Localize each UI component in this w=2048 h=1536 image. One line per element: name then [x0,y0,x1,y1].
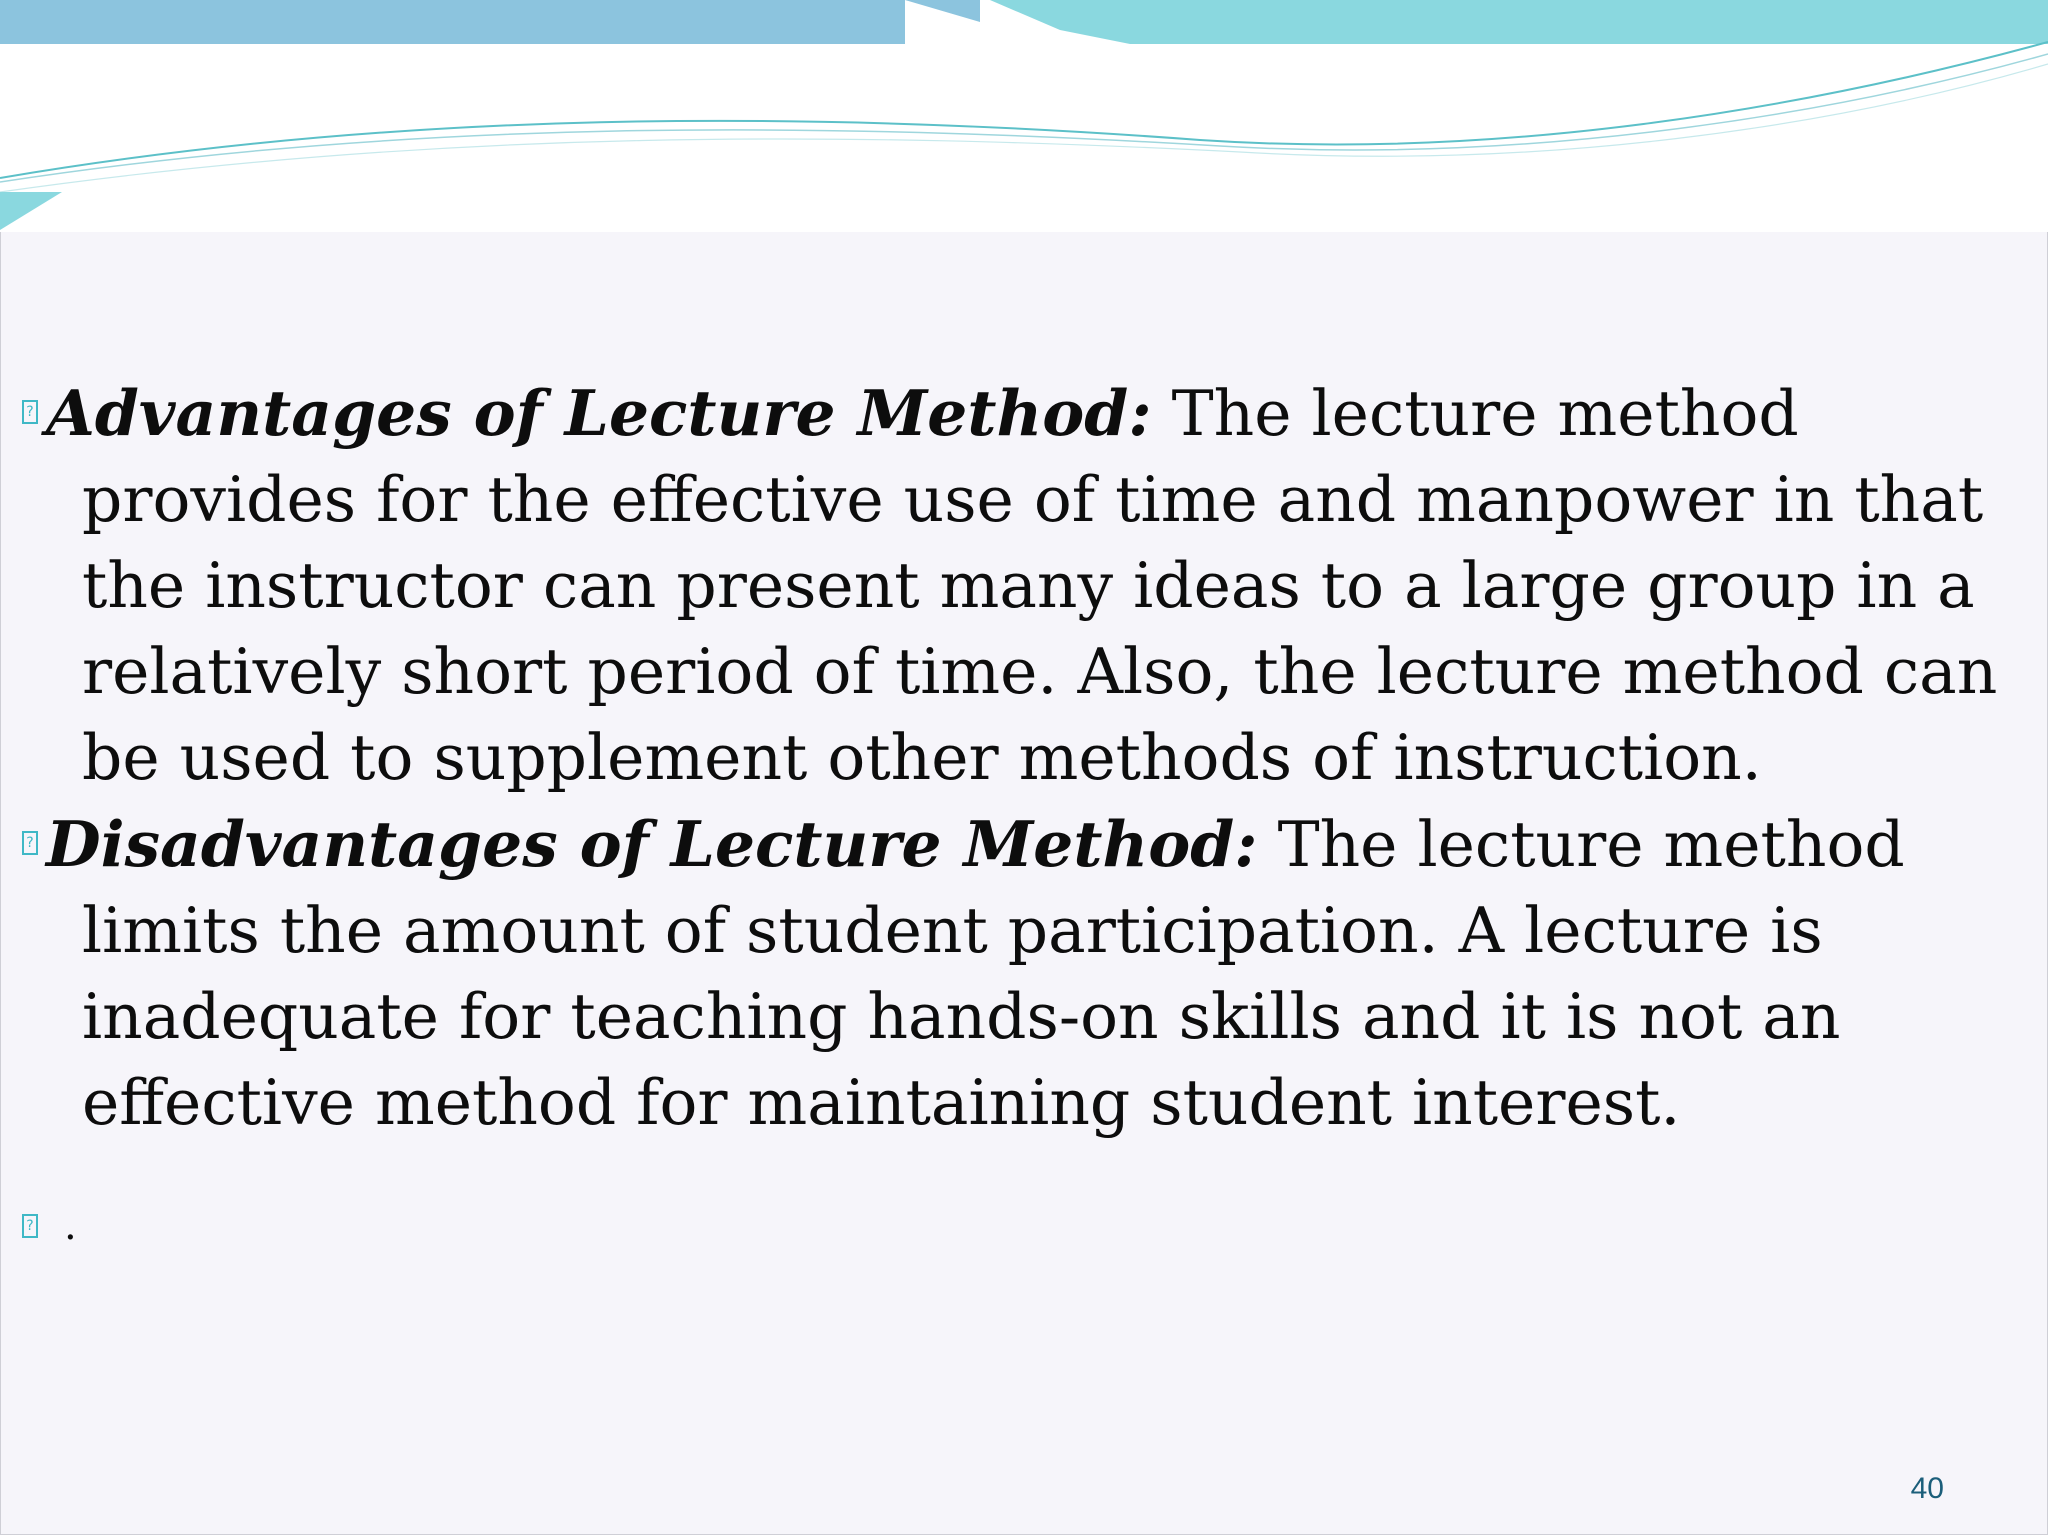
missing-glyph-box-icon: ? [22,1214,38,1238]
header-band-left [0,0,980,44]
header-decoration [0,0,2048,240]
page-number: 40 [1910,1472,1944,1505]
missing-glyph-box-icon: ? [22,831,38,855]
bullet-list [22,370,2012,1256]
bullet-empty-text: . [64,1203,77,1249]
bullet-disadvantages [22,801,2012,1146]
wave-line-2 [0,54,2048,182]
bullet-advantages [22,370,2012,801]
bullet-empty [22,1196,2012,1256]
bullet-disadvantages-text: The lecture method limits the amount of student participation. A lecture is inadequate for teaching hands-on skills and it is not an effective method for maintaining student interest. [82,808,1905,1139]
corner-accent [0,192,62,230]
header-band-right [990,0,2048,44]
missing-glyph-box-icon: ? [22,400,38,424]
bullet-disadvantages-heading: Disadvantages of Lecture Method: [46,807,1258,881]
bullet-advantages-heading: Advantages of Lecture Method: [46,376,1152,450]
bullet-advantages-text: The lecture method provides for the effective use of time and manpower in that the instructor can present many ideas to a large group in a relatively short period of time. Also, the lecture method can be used to supplement other methods of instruction. [82,377,1998,794]
